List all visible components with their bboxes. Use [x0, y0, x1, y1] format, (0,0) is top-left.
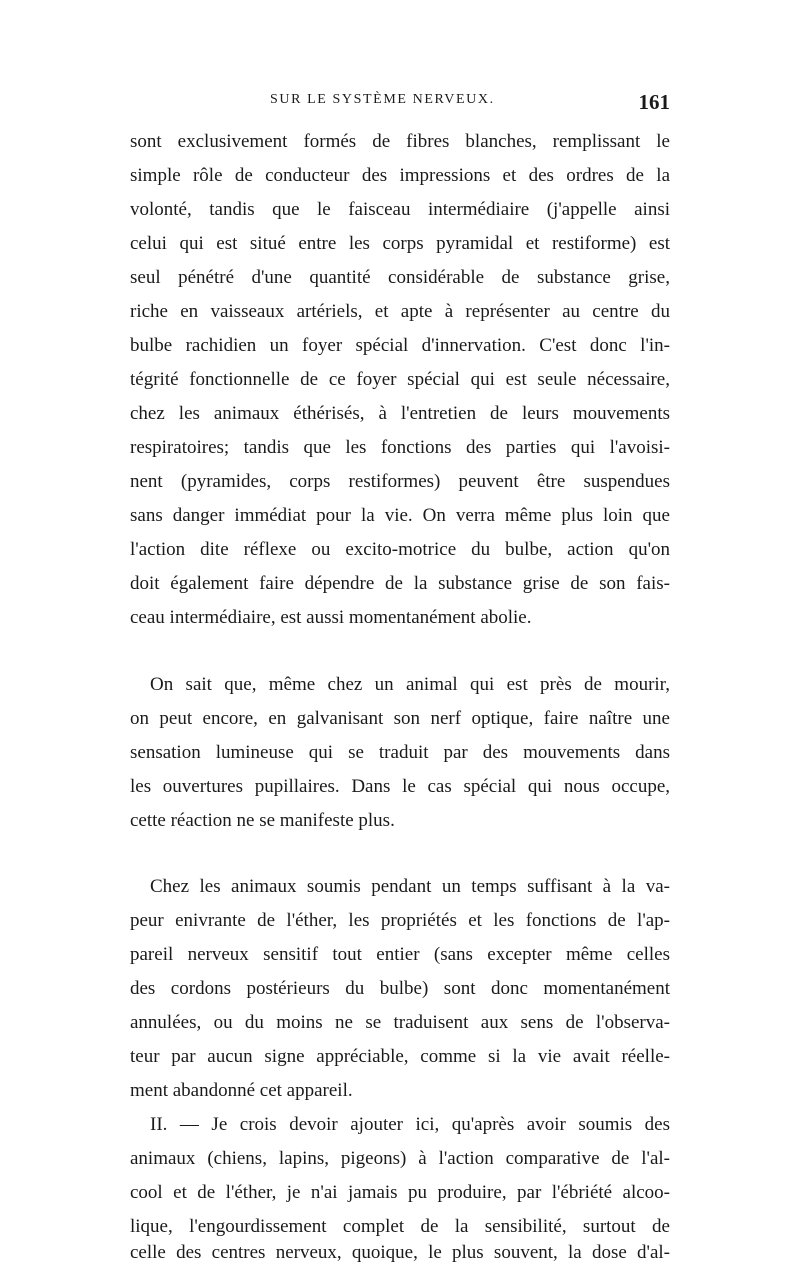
text-line: simple rôle de conducteur des impressions et des ordres de la: [130, 165, 670, 186]
text-line: seul pénétré d'une quantité considérable de substance grise,: [130, 267, 670, 288]
text-line: l'action dite réflexe ou excito-motrice du bulbe, action qu'on: [130, 539, 670, 560]
text-line: II. — Je crois devoir ajouter ici, qu'après avoir soumis des: [150, 1114, 670, 1135]
text-line: doit également faire dépendre de la substance grise de son fais-: [130, 573, 670, 594]
text-line: cool et de l'éther, je n'ai jamais pu produire, par l'ébriété alcoo-: [130, 1182, 670, 1203]
text-line: peur enivrante de l'éther, les propriétés et les fonctions de l'ap-: [130, 910, 670, 931]
text-line: des cordons postérieurs du bulbe) sont donc momentanément: [130, 978, 670, 999]
text-line: sensation lumineuse qui se traduit par des mouvements dans: [130, 742, 670, 763]
text-line: chez les animaux éthérisés, à l'entretien de leurs mouvements: [130, 403, 670, 424]
page-number: 161: [638, 90, 670, 114]
text-line: ceau intermédiaire, est aussi momentanément abolie.: [130, 607, 532, 628]
text-line: riche en vaisseaux artériels, et apte à représenter au centre du: [130, 301, 670, 322]
text-line: teur par aucun signe appréciable, comme si la vie avait réelle-: [130, 1046, 670, 1067]
text-line: respiratoires; tandis que les fonctions des parties qui l'avoisi-: [130, 437, 670, 458]
text-line: On sait que, même chez un animal qui est près de mourir,: [150, 674, 670, 695]
text-line: Chez les animaux soumis pendant un temps suffisant à la va-: [150, 876, 670, 897]
text-line: on peut encore, en galvanisant son nerf optique, faire naître une: [130, 708, 670, 729]
text-line: lique, l'engourdissement complet de la sensibilité, surtout de: [130, 1216, 670, 1237]
text-line: sont exclusivement formés de fibres blanches, remplissant le: [130, 131, 670, 152]
text-line: nent (pyramides, corps restiformes) peuvent être suspendues: [130, 471, 670, 492]
running-title: SUR LE SYSTÈME NERVEUX.: [270, 92, 495, 107]
text-line: bulbe rachidien un foyer spécial d'innervation. C'est donc l'in-: [130, 335, 670, 356]
text-line: animaux (chiens, lapins, pigeons) à l'action comparative de l'al-: [130, 1148, 670, 1169]
text-line: annulées, ou du moins ne se traduisent aux sens de l'observa-: [130, 1012, 670, 1033]
text-line: pareil nerveux sensitif tout entier (sans excepter même celles: [130, 944, 670, 965]
page-header: [130, 90, 670, 120]
text-line: celle des centres nerveux, quoique, le plus souvent, la dose d'al-: [130, 1242, 670, 1263]
text-line: celui qui est situé entre les corps pyramidal et restiforme) est: [130, 233, 670, 254]
text-line: cette réaction ne se manifeste plus.: [130, 810, 395, 831]
text-line: sans danger immédiat pour la vie. On verra même plus loin que: [130, 505, 670, 526]
text-line: volonté, tandis que le faisceau intermédiaire (j'appelle ainsi: [130, 199, 670, 220]
text-line: tégrité fonctionnelle de ce foyer spécial qui est seule nécessaire,: [130, 369, 670, 390]
text-line: ment abandonné cet appareil.: [130, 1080, 353, 1101]
text-line: les ouvertures pupillaires. Dans le cas spécial qui nous occupe,: [130, 776, 670, 797]
